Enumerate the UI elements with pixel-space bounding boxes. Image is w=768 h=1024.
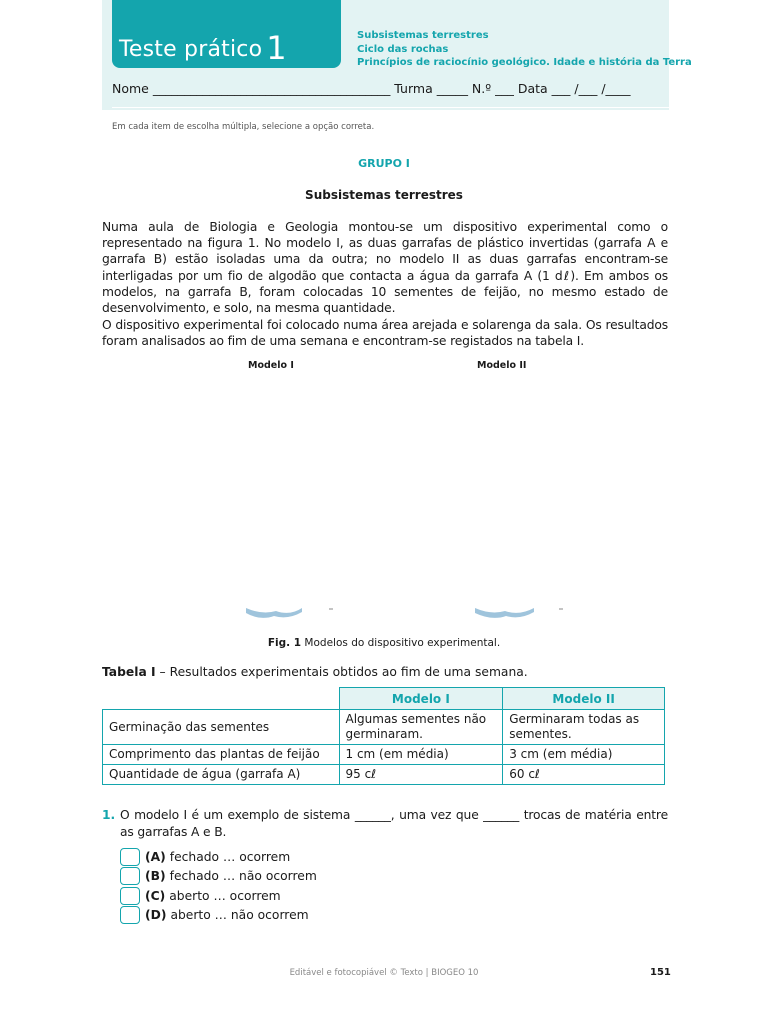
option-text: fechado … ocorrem [169,849,291,864]
option-a[interactable] [120,847,317,867]
option-text: fechado … não ocorrem [169,869,317,884]
option-text: aberto … não ocorrem [170,908,309,923]
figure-caption [0,637,768,649]
figure-experimental-models [102,375,668,620]
question-number: 1. [102,808,116,822]
model-1-base-mark [246,608,333,618]
table-header-cell: Modelo II [503,688,665,710]
option-letter: (A) [145,849,166,864]
table-header-cell: Modelo I [339,688,503,710]
option-letter: (B) [145,869,166,884]
option-letter: (D) [145,908,167,923]
answer-checkbox[interactable] [120,906,140,924]
title-label: Teste prático [119,37,263,62]
question-text: O modelo I é um exemplo de sistema ______, uma vez que ______ trocas de matéria entre as garrafas A e B. [120,808,668,839]
instruction-text: Em cada item de escolha múltipla, selecione a opção correta. [112,122,375,132]
table-cell: 95 cℓ [339,765,503,785]
answer-checkbox[interactable] [120,887,140,905]
table-row-label: Quantidade de água (garrafa A) [103,765,340,785]
answer-checkbox[interactable] [120,848,140,866]
results-table [102,687,665,785]
topic-item: Ciclo das rochas [357,43,449,55]
group-title: GRUPO I [358,157,410,170]
question-1 [102,807,668,840]
model-2-label: Modelo II [477,360,527,371]
page-title [119,26,287,67]
table-row-label: Germinação das sementes [103,710,340,745]
figure-caption-text: Modelos do dispositivo experimental. [301,637,501,649]
table-row [103,710,665,745]
figure-illustration [102,375,668,620]
footer-copyright: Editável e fotocopiável © Texto | BIOGEO 10 [289,968,479,978]
table-cell: Algumas sementes não germinaram. [339,710,503,745]
table-header-empty [103,688,340,710]
intro-paragraph-2: O dispositivo experimental foi colocado numa área arejada e solarenga da sala. Os resultados foram analisados ao fim de uma semana e encontram-se registados na tabela I. [102,318,668,349]
section-title: Subsistemas terrestres [305,188,463,202]
option-letter: (C) [145,888,166,903]
title-number: 1 [266,29,287,67]
table-cell: 1 cm (em média) [339,745,503,765]
topic-item: Princípios de raciocínio geológico. Idade e história da Terra [357,57,692,68]
figure-caption-label: Fig. 1 [267,637,302,649]
table-caption [102,665,528,679]
page-number: 151 [650,967,671,978]
divider [112,107,669,108]
student-info-line[interactable]: Nome ______________________________________ Turma _____ N.º ___ Data ___ /___ /____ [112,81,631,96]
table-cell: 3 cm (em média) [503,745,665,765]
table-caption-label: Tabela I [102,665,156,679]
table-row [103,745,665,765]
option-d[interactable] [120,906,317,926]
table-cell: 60 cℓ [503,765,665,785]
answer-checkbox[interactable] [120,867,140,885]
table-header-row [103,688,665,710]
option-b[interactable] [120,867,317,887]
intro-paragraph: Numa aula de Biologia e Geologia montou-se um dispositivo experimental como o representado na figura 1. No modelo I, as duas garrafas de plástico invertidas (garrafa A e garrafa B) estão isoladas uma da outra; no modelo II as duas garrafas encontram-se interligadas por um fio de algodão que contacta a água da garrafa A (1 dℓ). Em ambos os modelos, na garrafa B, foram colocadas 10 sementes de feijão, no mesmo estado de desenvolvimento, e solo, na mesma quantidade. [102,220,668,316]
table-row-label: Comprimento das plantas de feijão [103,745,340,765]
topic-item: Subsistemas terrestres [357,30,489,41]
topic-list [357,29,692,70]
option-text: aberto … ocorrem [169,888,281,903]
table-caption-text: – Resultados experimentais obtidos ao fim de uma semana. [155,665,528,679]
option-c[interactable] [120,886,317,906]
model-1-label: Modelo I [248,360,294,371]
table-cell: Germinaram todas as sementes. [503,710,665,745]
model-2-base-mark [475,608,563,618]
table-row [103,765,665,785]
answer-options [120,847,317,925]
